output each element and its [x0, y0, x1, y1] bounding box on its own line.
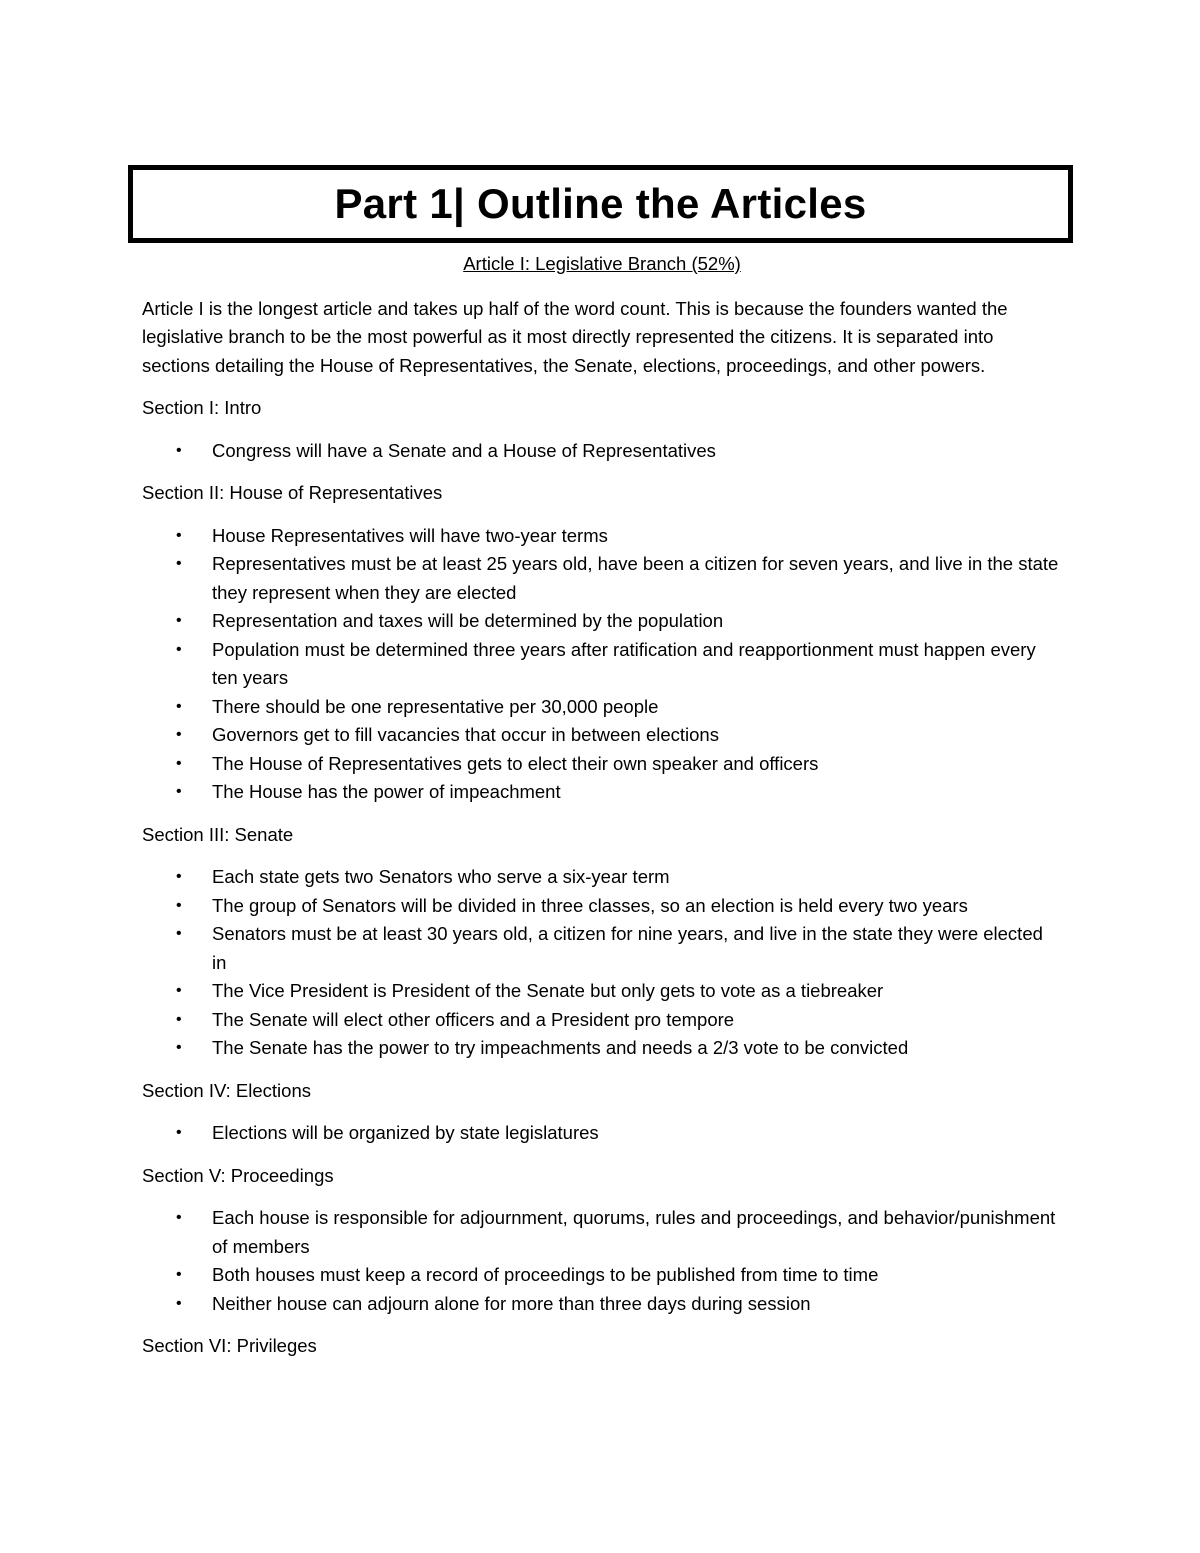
list-item — [142, 550, 1062, 607]
bullet-icon: • — [176, 896, 182, 914]
list-item-text: Senators must be at least 30 years old, a citizen for nine years, and live in the state they were elected in — [212, 923, 1043, 973]
list-item — [142, 920, 1062, 977]
list-item-text: Population must be determined three years after ratification and reapportionment must happen every ten years — [212, 638, 1036, 688]
list-item — [142, 522, 1062, 551]
bullet-icon: • — [176, 783, 182, 800]
bullet-icon: • — [176, 1039, 182, 1056]
bullet-list — [142, 522, 1062, 807]
section-heading: Section V: Proceedings — [142, 1164, 334, 1186]
list-item-text: Elections will be organized by state legislatures — [212, 1122, 599, 1143]
bullet-list — [142, 437, 1062, 466]
list-item — [142, 750, 1062, 779]
bullet-icon: • — [176, 1294, 182, 1312]
list-item-text: Neither house can adjourn alone for more than three days during session — [212, 1292, 811, 1314]
bullet-icon: • — [176, 1124, 182, 1141]
list-item-text: Each house is responsible for adjournment, quorums, rules and proceedings, and behavior/punishment of members — [212, 1207, 1056, 1257]
list-item — [142, 437, 1062, 466]
list-item-text: Both houses must keep a record of proceedings to be published from time to time — [212, 1264, 879, 1285]
bullet-icon: • — [176, 697, 182, 715]
section-heading: Section III: Senate — [142, 823, 294, 845]
list-item — [142, 863, 1062, 892]
bullet-icon: • — [176, 726, 182, 743]
section-heading: Section VI: Privileges — [142, 1335, 317, 1356]
list-item-text: The Senate has the power to try impeachments and needs a 2/3 vote to be convicted — [212, 1037, 909, 1058]
list-item — [142, 693, 1062, 722]
bullet-icon: • — [176, 555, 182, 572]
bullet-icon: • — [176, 441, 182, 459]
list-item — [142, 892, 1062, 921]
title-box — [128, 165, 1073, 243]
list-item-text: House Representatives will have two-year terms — [212, 524, 608, 546]
list-item-text: The House has the power of impeachment — [212, 781, 561, 802]
bullet-icon: • — [176, 1209, 182, 1226]
list-item-text: Congress will have a Senate and a House of Representatives — [212, 439, 716, 461]
list-item-text: The Vice President is President of the Senate but only gets to vote as a tiebreaker — [212, 980, 884, 1001]
list-item-text: Representatives must be at least 25 years old, have been a citizen for seven years, and live in the state they represent when they are elected — [212, 553, 1059, 603]
list-item-text: The House of Representatives gets to elect their own speaker and officers — [212, 752, 819, 774]
bullet-icon: • — [176, 1266, 182, 1283]
list-item — [142, 1006, 1062, 1035]
article-heading: Article I: Legislative Branch (52%) — [463, 253, 741, 274]
bullet-list — [142, 863, 1062, 1063]
section-heading: Section II: House of Representatives — [142, 482, 443, 503]
list-item-text: The Senate will elect other officers and a President pro tempore — [212, 1008, 735, 1030]
list-item — [142, 607, 1062, 636]
list-item — [142, 1034, 1062, 1063]
bullet-icon: • — [176, 868, 182, 885]
list-item-text: The group of Senators will be divided in three classes, so an election is held every two years — [212, 894, 968, 916]
list-item-text: There should be one representative per 30,000 people — [212, 695, 659, 717]
intro-paragraph: Article I is the longest article and takes up half of the word count. This is because the founders wanted the legislative branch to be the most powerful as it most directly represented the citizens. It is separated into sections detailing the House of Representatives, the Senate, elections, proceedings, and other powers. — [142, 297, 1008, 376]
list-item — [142, 1204, 1062, 1261]
list-item — [142, 1290, 1062, 1319]
list-item — [142, 977, 1062, 1006]
section-heading: Section I: Intro — [142, 397, 262, 418]
bullet-icon: • — [176, 754, 182, 772]
list-item-text: Each state gets two Senators who serve a six-year term — [212, 866, 670, 887]
bullet-icon: • — [176, 925, 182, 942]
list-item-text: Governors get to fill vacancies that occur in between elections — [212, 724, 719, 745]
list-item — [142, 636, 1062, 693]
list-item — [142, 721, 1062, 750]
bullet-icon: • — [176, 526, 182, 544]
list-item-text: Representation and taxes will be determined by the population — [212, 610, 724, 631]
list-item — [142, 1261, 1062, 1290]
bullet-icon: • — [176, 982, 182, 999]
bullet-icon: • — [176, 612, 182, 629]
bullet-icon: • — [176, 1010, 182, 1028]
page-title: Part 1| Outline the Articles — [334, 180, 867, 227]
bullet-list — [142, 1204, 1062, 1318]
sections-container — [142, 394, 1062, 1361]
bullet-icon: • — [176, 640, 182, 658]
list-item — [142, 778, 1062, 807]
section-heading: Section IV: Elections — [142, 1079, 311, 1101]
list-item — [142, 1119, 1062, 1148]
bullet-list — [142, 1119, 1062, 1148]
document-body — [142, 250, 1062, 1375]
